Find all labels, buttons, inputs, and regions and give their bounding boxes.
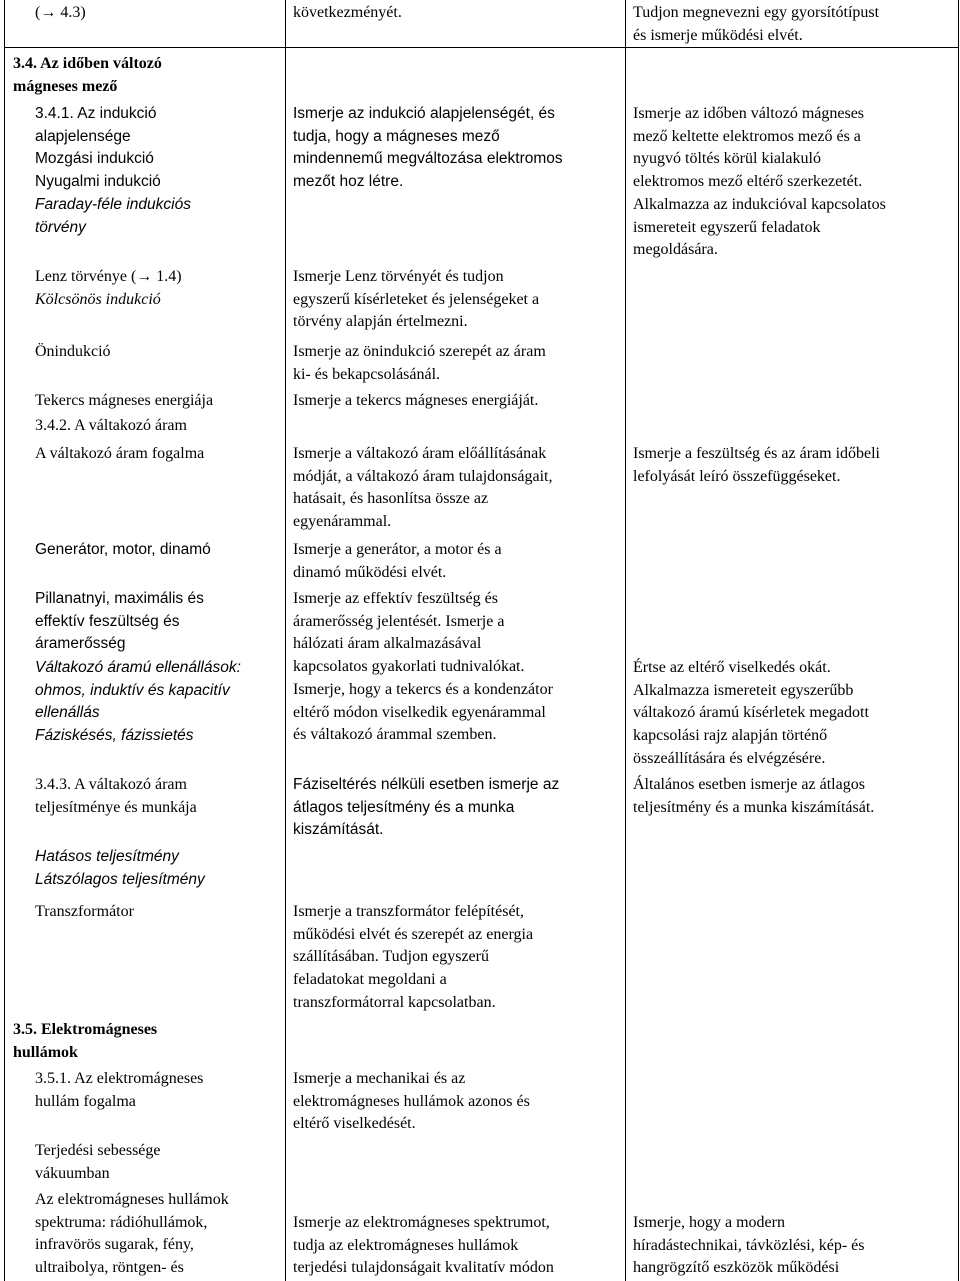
induction-advanced-requirement: Ismerje az időben változó mágneses mező keltette elektromos mező és a nyugvó töltés körül kialakuló elektromos mező eltérő szerkezetét. Alkalmazza az indukcióval kapcsolatos ismereteit egyszerű feladatok megoldására. [633,105,886,259]
em-wave-basic-requirement: Ismerje a mechanikai és az elektromágneses hullámok azonos és eltérő viselkedését. [293,1070,530,1133]
column-divider-2 [625,0,626,1281]
column-divider-1 [285,0,286,1281]
top-row-continuation: következményét. [293,4,402,21]
self-induction-topic: Önindukció [35,343,111,360]
ac-power-subtopics: Hatásos teljesítmény Látszólagos teljesítmény [35,848,205,888]
ac-concept-topic: A váltakozó áram fogalma [35,445,205,462]
lenz-basic-requirement: Ismerje Lenz törvényét és tudjon egyszerű kísérleteket és jelenségeket a törvény alapján értelmezni. [293,268,540,331]
em-wave-topic: 3.5.1. Az elektromágneses hullám fogalma [35,1070,204,1110]
section-3-5-title: 3.5. Elektromágneses hullámok [13,1021,158,1061]
curriculum-table [4,0,959,1281]
ac-section-title: 3.4.2. A váltakozó áram [35,417,187,434]
self-induction-basic-requirement: Ismerje az önindukció szerepét az áram ki- és bekapcsolásánál. [293,343,546,383]
coil-energy-topic: Tekercs mágneses energiája [35,392,214,409]
mutual-induction-topic: Kölcsönös indukció [35,291,161,308]
ac-power-topic: 3.4.3. A váltakozó áram teljesítménye és munkája [35,776,197,816]
generator-basic-requirement: Ismerje a generátor, a motor és a dinamó működési elvét. [293,541,502,581]
em-spectrum-topic: Az elektromágneses hullámok spektruma: rádióhullámok, infravörös sugarak, fény, ultraibolya, röntgen- és [35,1191,229,1277]
ac-power-advanced-requirement: Általános esetben ismerje az átlagos teljesítmény és a munka kiszámítását. [633,776,875,816]
induction-faraday-topic: Faraday-féle indukciós törvény [35,196,191,236]
ac-concept-basic-requirement: Ismerje a váltakozó áram előállításának módját, a váltakozó áram tulajdonságait, hatásait, és hasonlítsa össze az egyenárammal. [293,445,553,531]
wave-speed-topic: Terjedési sebessége vákuumban [35,1142,161,1182]
top-row-reference: (→ 4.3) [35,4,86,21]
lenz-topic: Lenz törvénye (→ 1.4) [35,268,182,285]
ac-behaviour-advanced-requirement: Értse az eltérő viselkedés okát. Alkalmazza ismereteit egyszerűbb váltakozó áramú kísérletek megadott kapcsolási rajz alapján történő összeállítására és elvégzésére. [633,659,869,767]
coil-energy-basic-requirement: Ismerje a tekercs mágneses energiáját. [293,392,539,409]
em-spectrum-advanced-requirement: Ismerje, hogy a modern híradástechnikai, távközlési, kép- és hangrögzítő eszközök működési [633,1214,865,1277]
ac-resistance-topic: Váltakozó áramú ellenállások: ohmos, induktív és kapacitív ellenállás Fáziskésés, fázissietés [35,659,241,745]
induction-topics: 3.4.1. Az indukció alapjelensége Mozgási indukció Nyugalmi indukció [35,105,161,191]
effective-values-topic: Pillanatnyi, maximális és effektív feszültség és áramerősség [35,590,204,653]
transformer-topic: Transzformátor [35,903,134,920]
ac-power-basic-requirement: Fáziseltérés nélküli esetben ismerje az átlagos teljesítmény és a munka kiszámítását. [293,776,560,839]
induction-basic-requirement: Ismerje az indukció alapjelenségét, és tudja, hogy a mágneses mező mindennemű megváltozása elektromos mezőt hoz létre. [293,105,563,191]
generator-topic: Generátor, motor, dinamó [35,541,211,558]
em-spectrum-basic-requirement: Ismerje az elektromágneses spektrumot, tudja az elektromágneses hullámok terjedési tulajdonságait kvalitatív módon [293,1214,554,1277]
section-3-4-title: 3.4. Az időben változó mágneses mező [13,55,162,95]
effective-values-basic-requirement: Ismerje az effektív feszültség és áramerősség jelentését. Ismerje a hálózati áram alkalmazásával kapcsolatos gyakorlati tudnivalókat. Ismerje, hogy a tekercs és a kondenzátor eltérő módon viselkedik egyenárammal és váltakozó árammal szemben. [293,590,553,744]
top-row-advanced: Tudjon megnevezni egy gyorsítótípust és ismerje működési elvét. [633,4,880,44]
ac-concept-advanced-requirement: Ismerje a feszültség és az áram időbeli lefolyását leíró összefüggéseket. [633,445,880,485]
transformer-basic-requirement: Ismerje a transzformátor felépítését, működési elvét és szerepét az energia szállításában. Tudjon egyszerű feladatokat megoldani a transzformátorral kapcsolatban. [293,903,534,1011]
